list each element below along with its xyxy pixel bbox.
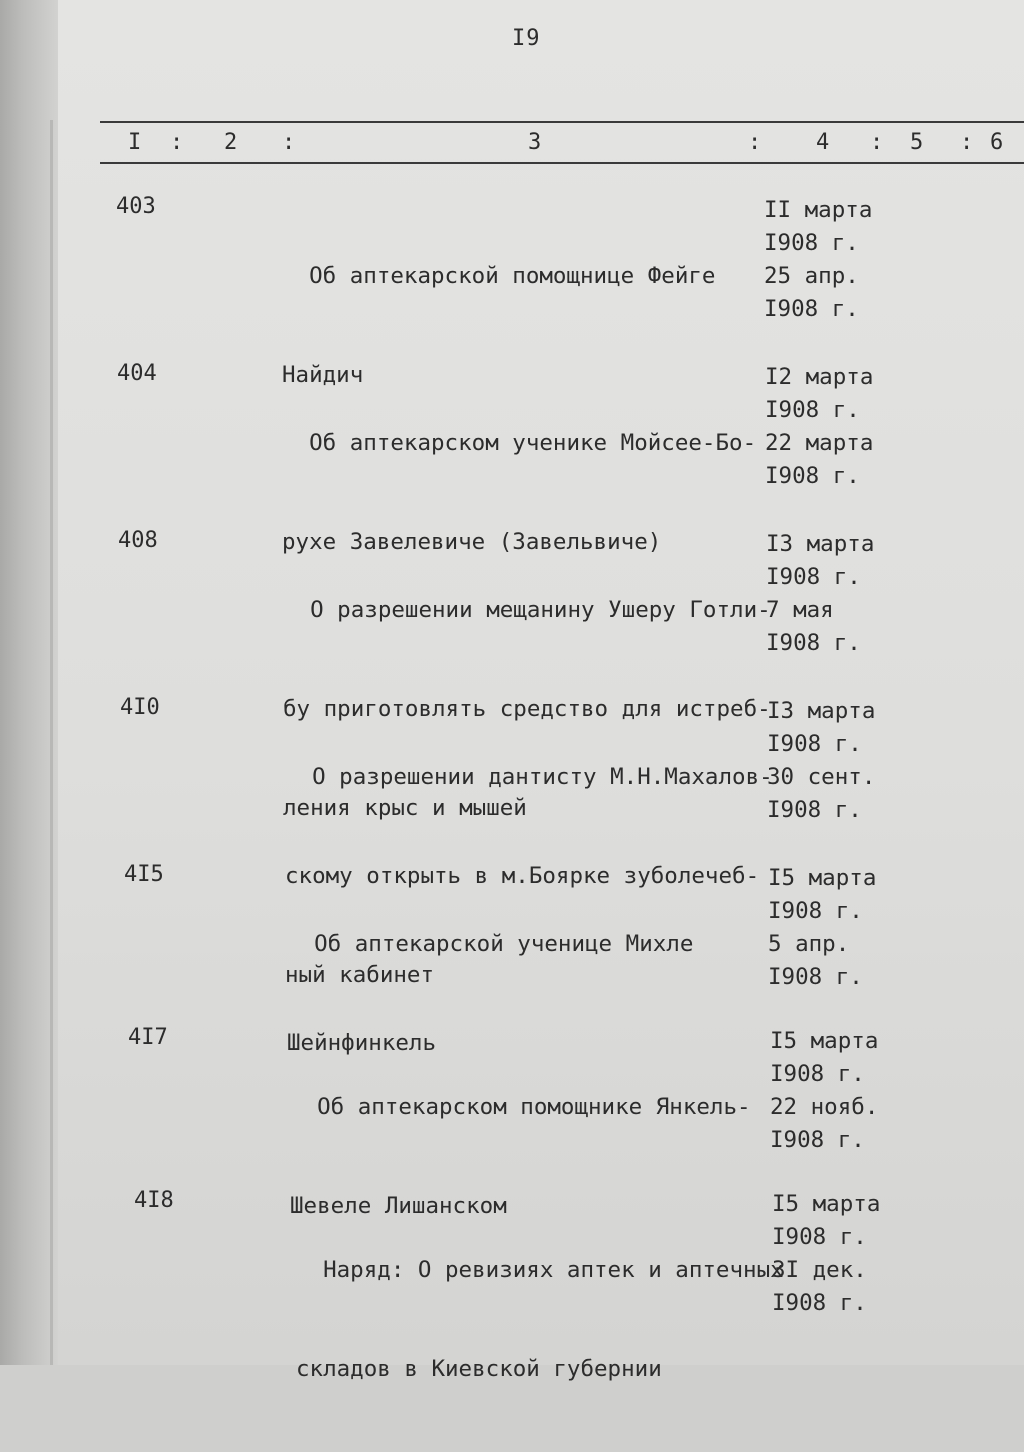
- entry-number: 403: [116, 194, 156, 219]
- entry-number: 4I8: [134, 1188, 174, 1213]
- entry-title-line: бу приготовлять средство для истреб-: [283, 696, 771, 722]
- end-year: I908 г.: [768, 964, 863, 990]
- entry-dates: [766, 528, 874, 660]
- page-number: I9: [512, 26, 541, 51]
- column-header-1: I: [128, 130, 142, 155]
- entry-number: 408: [118, 528, 158, 553]
- entry-number: 4I7: [128, 1025, 168, 1050]
- entry-title-line: Шевеле Лишанском: [290, 1193, 507, 1219]
- start-year: I908 г.: [768, 898, 863, 924]
- column-header-6: 6: [990, 130, 1004, 155]
- start-date: II марта: [764, 197, 873, 223]
- start-date: I5 марта: [768, 865, 877, 891]
- start-date: I3 марта: [766, 531, 875, 557]
- entry-title-line: Наряд: О ревизиях аптек и аптечных: [296, 1257, 784, 1283]
- end-year: I908 г.: [766, 630, 861, 656]
- end-date: 3I дек.: [772, 1257, 867, 1283]
- entry-number: 4I5: [124, 862, 164, 887]
- entry-dates: [765, 361, 873, 493]
- entry-dates: [764, 194, 872, 326]
- file-entry-418: [0, 1188, 1024, 1382]
- start-date: I5 марта: [770, 1028, 879, 1054]
- entry-dates: [772, 1188, 880, 1320]
- entry-title-line: Об аптекарском помощнике Янкель-: [290, 1094, 751, 1120]
- column-separator: :: [870, 130, 884, 155]
- entry-title-line: складов в Киевской губернии: [296, 1356, 662, 1382]
- column-header-2: 2: [224, 130, 238, 155]
- start-year: I908 г.: [764, 230, 859, 256]
- entry-number: 404: [117, 361, 157, 386]
- column-header-4: 4: [816, 130, 830, 155]
- end-date: 30 сент.: [767, 764, 876, 790]
- end-year: I908 г.: [772, 1290, 867, 1316]
- entry-title-line: Об аптекарском ученике Мойсее-Бо-: [282, 430, 757, 456]
- start-year: I908 г.: [766, 564, 861, 590]
- entry-dates: [767, 695, 875, 827]
- column-separator: :: [960, 130, 974, 155]
- entry-title-line: ления крыс и мышей: [283, 795, 527, 821]
- start-year: I908 г.: [765, 397, 860, 423]
- end-date: 5 апр.: [768, 931, 850, 957]
- start-year: I908 г.: [770, 1061, 865, 1087]
- entry-title-line: рухе Завелевиче (Завельвиче): [282, 529, 662, 555]
- entry-title-line: Об аптекарской ученице Михле: [287, 931, 694, 957]
- end-year: I908 г.: [767, 797, 862, 823]
- entry-title-line: ный кабинет: [285, 962, 435, 988]
- start-date: I5 марта: [772, 1191, 881, 1217]
- start-year: I908 г.: [767, 731, 862, 757]
- end-date: 7 мая: [766, 597, 834, 623]
- end-date: 22 марта: [765, 430, 874, 456]
- entry-dates: [770, 1025, 878, 1157]
- end-date: 25 апр.: [764, 263, 859, 289]
- entry-title: [296, 1188, 796, 1452]
- end-year: I908 г.: [764, 296, 859, 322]
- start-date: I3 марта: [767, 698, 876, 724]
- column-separator: :: [282, 130, 296, 155]
- column-header-5: 5: [910, 130, 924, 155]
- end-year: I908 г.: [765, 463, 860, 489]
- start-year: I908 г.: [772, 1224, 867, 1250]
- end-date: 22 нояб.: [770, 1094, 879, 1120]
- entry-title-line: Об аптекарской помощнице Фейге: [282, 263, 716, 289]
- entry-title-line: Найдич: [282, 362, 364, 388]
- start-date: I2 марта: [765, 364, 874, 390]
- entry-number: 4I0: [120, 695, 160, 720]
- column-header-3: 3: [528, 130, 542, 155]
- entry-title-line: О разрешении дантисту М.Н.Махалов-: [285, 764, 773, 790]
- entry-title-line: О разрешении мещанину Ушеру Готли-: [283, 597, 771, 623]
- entry-title-line: скому открыть в м.Боярке зуболечеб-: [285, 863, 760, 889]
- end-year: I908 г.: [770, 1127, 865, 1153]
- entry-title-line: Шейнфинкель: [287, 1030, 437, 1056]
- entry-dates: [768, 862, 876, 994]
- column-separator: :: [748, 130, 762, 155]
- column-separator: :: [170, 130, 184, 155]
